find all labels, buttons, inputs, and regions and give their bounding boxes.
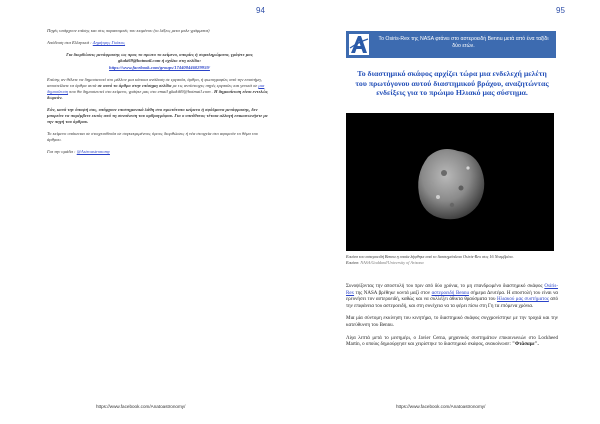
credits-column — [47, 28, 272, 161]
right-page — [300, 0, 600, 424]
solar-system-link[interactable]: Ηλιακού μας συστήματος — [496, 297, 549, 303]
osiris-rex-link[interactable]: Osiris-Rex — [346, 284, 558, 296]
paragraph: Λίγα λεπτά μετά το μεσημέρι, ο Javier Cerna, μηχανικός συστημάτων επικοινωνιών στο Lockheed Martin, ο οποίος δημιούργησε και χειρίστηκε το διαστημικό σκάφος, ανακοίνωσε: "Φτάσαμε". — [346, 335, 558, 348]
translation-credit: Απόδοση στα Ελληνικά : Δημήτρης Γκάκος — [47, 40, 126, 45]
articles-note: Επίσης αν θέλετε να δημοσιευτεί στο μέλλον μια κάποια ανάλυση σε εργασία, άρθρο, ή φωτογραφίες από την επιστήμη, αποστείλατε τα άρθρα αυτά σε αυτό το άρθρο στην επίσημη σελίδα με τις αντίστοιχες πηγές εργασίες και γενικά σε μια δημοσίευση που θα δημοσιευτεί στο κείμενο, γράψτε μας στο email gkaki69@hotmail.com . Η δημοσίευση είναι εντελώς δωρεάν. — [47, 77, 268, 100]
group-name-link[interactable]: @Astroastronomy — [76, 149, 110, 154]
group-link[interactable]: https://www.facebook.com/groups/174408446029959/ — [109, 65, 210, 70]
page-number: 94 — [256, 6, 265, 15]
group-link-row — [47, 65, 272, 71]
translator-link[interactable]: Δημήτρης Γκάκος — [92, 40, 126, 45]
corrections-notice: Για διορθώσεις μετάφρασης ως προς το πρωτο το κείμενο, απορίες ή συμπληρώματα, γράψτε μας gkaki69@hotmail.com ή σχόλιο στη σελίδα: — [66, 52, 253, 63]
permission-note: Εάν, κατά την άποψή σας, υπάρχουν επιστημονικά λάθη στο πρωτότυπο κείμενο ή σφάλματα μετάφρασης, δεν μπορείτε να παρέμβετε εκτός από τη συναίνεση του αρθρογράφου. Για ο υπεύθυνος τέτοια αλλαγή επικοινωνήστε με την πηγή του άρθρου. — [47, 107, 268, 124]
page-footer-url[interactable]: https://www.facebook.com/Anatoastronomy/ — [96, 404, 186, 409]
page-footer-url[interactable]: https://www.facebook.com/Anatoastronomy/ — [396, 404, 486, 409]
astro-logo — [349, 34, 369, 55]
publication-link[interactable]: μια δημοσίευση — [47, 83, 265, 94]
banner-text: Το Osiris-Rex της NASA φτάνει στο αστεροειδή Bennu μετά από ένα ταξίδι δύο ετών. — [378, 36, 549, 49]
title-banner — [346, 31, 556, 58]
asteroid-photo — [346, 113, 554, 251]
bennu-link[interactable]: αστεροειδή Bennu — [431, 290, 469, 296]
quote: "Φτάσαμε". — [512, 342, 539, 348]
article-body — [346, 284, 558, 355]
paragraph: Συνοψίζοντας την αποστολή του πριν από δύο χρόνια, το μη επανδρωμένο διαστημικό σκάφος Osiris-Rex της NASA βρέθηκε κοντά μαζί στον αστεροειδή Bennu σήμερα Δευτέρα. Η αποστολή του είναι να ερευνήσει τον αστεροειδή, καθώς και να συλλέξει άθικτα θραύσματα του Ηλιακού μας συστήματος από την επιφάνεια του αστεροειδή, και στη συνέχεια να τα φέρει πίσω στη Γη τα επόμενα χρόνια. — [346, 284, 558, 309]
photo-caption: Εικόνα του αστεροειδή Bennu η οποία λήφθηκε από το διαστημόπλοιο Osiris-Rex στις 16 Νοεμβρίου. Εικόνα: NASA/Goddard/University of Arizona — [346, 254, 514, 265]
article-headline: Το διαστημικό σκάφος αρχίζει τώρα μια ενδελεχή μελέτη του πρωτόγονου αυτού διαστημικού βράχου, αναζητώντας ενδείξεις για το πρώιμο Ηλιακό μας σύστημα. — [355, 69, 549, 97]
page-number: 95 — [556, 6, 565, 15]
sources-note: Πηγές υπάρχουν επίσης και στις παραπομπές του κειμένου (οι λέξεις μετα μπλε γράμματα) — [47, 28, 210, 33]
paragraph: Μια μία σύντομη εκκίνηση του κινητήρα, το διαστημικό σκάφος συγχρονίστηκε με την τροχιά και την κατεύθυνση του Bennu. — [346, 316, 558, 328]
translation-note: Το κείμενο υπόκειται σε στοιχειοθεσία σε συγκεκριμένους όρους διορθώσεις ή νέα στοιχεία στο αφορούν το θέμα του άρθρου. — [47, 131, 259, 142]
group-credit: Για την ομάδα : @Astroastronomy — [47, 149, 110, 154]
photo-credit: NASA/Goddard/University of Arizona — [360, 259, 424, 265]
